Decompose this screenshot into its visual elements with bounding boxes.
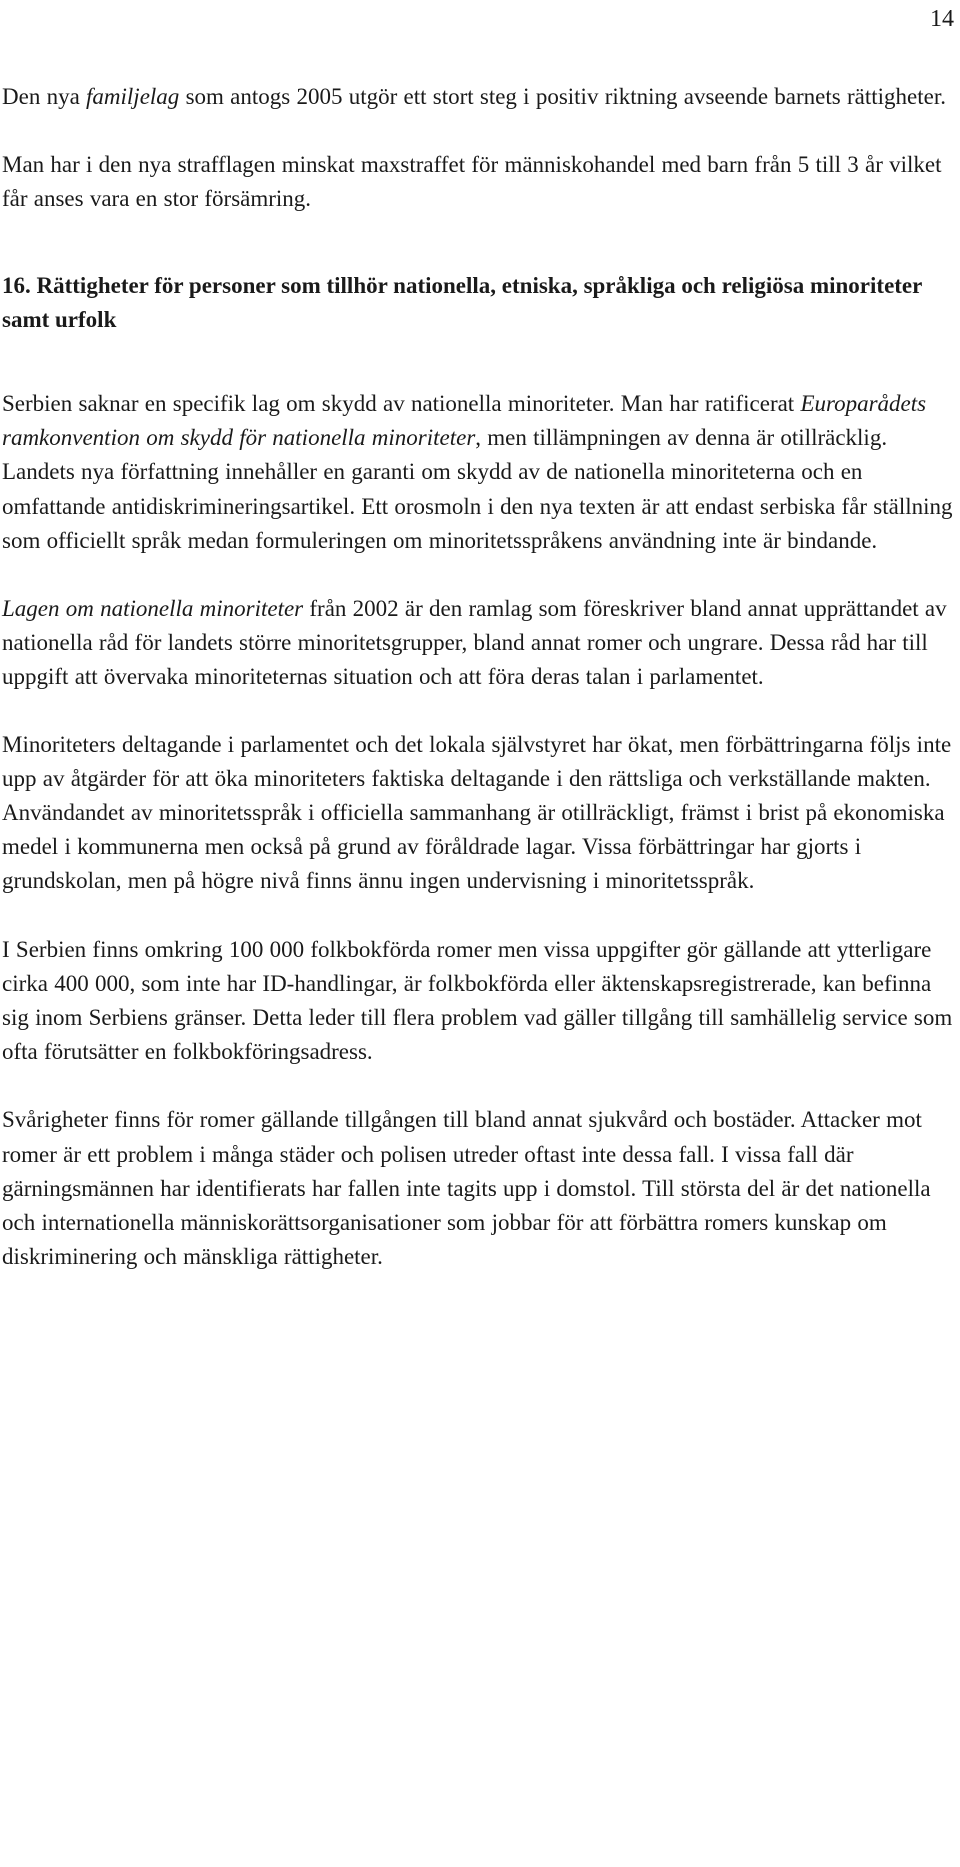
italic-law-title: Lagen om nationella minoriteter	[2, 596, 304, 622]
section-heading: 16. Rättigheter för personer som tillhör nationella, etniska, språkliga och religiösa minoriteter samt urfolk	[2, 272, 922, 332]
paragraph-text: Serbien saknar en specifik lag om skydd av nationella minoriteter. Man har ratificerat	[2, 391, 801, 417]
paragraph-minority-participation: Minoriteters deltagande i parlamentet och det lokala självstyret har ökat, men förbättringarna följs inte upp av åtgärder för att öka minoriteters faktiska deltagande i den rättsliga och verkställande makten. Användandet av minoritetsspråk i officiella sammanhang är otillräckligt, främst i brist på ekonomiska medel i kommunerna men också på grund av föråldrade lagar. Vissa förbättringar har gjorts i grundskolan, men på högre nivå finns ännu ingen undervisning i minoritetsspråk.	[2, 731, 952, 894]
italic-law-title: familjelag	[86, 84, 180, 109]
paragraph-national-councils	[2, 592, 957, 695]
paragraph-criminal-law: Man har i den nya strafflagen minskat maxstraffet för människohandel med barn från 5 till 3 år vilket får anses vara en stor försämring.	[2, 152, 942, 212]
page-content	[2, 80, 957, 1274]
paragraph-minority-law	[2, 387, 957, 558]
paragraph-family-law	[2, 80, 957, 114]
paragraph-text: Den nya	[2, 84, 87, 109]
paragraph-text: , men tillämpningen av denna är otillräcklig. Landets nya författning innehåller en garanti om skydd av de nationella minoriteterna och en omfattande antidiskrimineringsartikel. Ett orosmoln i den nya texten är att endast serbiska får ställning som officiellt språk medan formuleringen om minoritetsspråkens användning inte är bindande.	[2, 425, 953, 553]
paragraph-roma-registration: I Serbien finns omkring 100 000 folkbokförda romer men vissa uppgifter gör gällande att ytterligare cirka 400 000, som inte har ID-handlingar, är folkbokförda eller äktenskapsregistrerade, kan befinna sig inom Serbiens gränser. Detta leder till flera problem vad gäller tillgång till samhällelig service som ofta förutsätter en folkbokföringsadress.	[2, 936, 953, 1065]
page-number: 14	[930, 6, 954, 32]
paragraph-text: som antogs 2005 utgör ett stort steg i positiv riktning avseende barnets rättigheter.	[179, 84, 946, 109]
paragraph-roma-difficulties: Svårigheter finns för romer gällande tillgången till bland annat sjukvård och bostäder. Attacker mot romer är ett problem i många städer och polisen utreder oftast inte dessa fall. I vissa fall där gärningsmännen har identifierats har fallen inte tagits upp i domstol. Till största del är det nationella och internationella människorättsorganisationer som jobbar för att förbättra romers kunskap om diskriminering och mänskliga rättigheter.	[2, 1107, 931, 1270]
italic-convention-title: Europarådets ramkonvention om skydd för nationella minoriteter	[2, 391, 927, 451]
paragraph-text: från 2002 är den ramlag som föreskriver bland annat upprättandet av nationella råd för landets större minoritetsgrupper, bland annat romer och ungrare. Dessa råd har till uppgift att övervaka minoriteternas situation och att föra deras talan i parlamentet.	[2, 596, 947, 690]
